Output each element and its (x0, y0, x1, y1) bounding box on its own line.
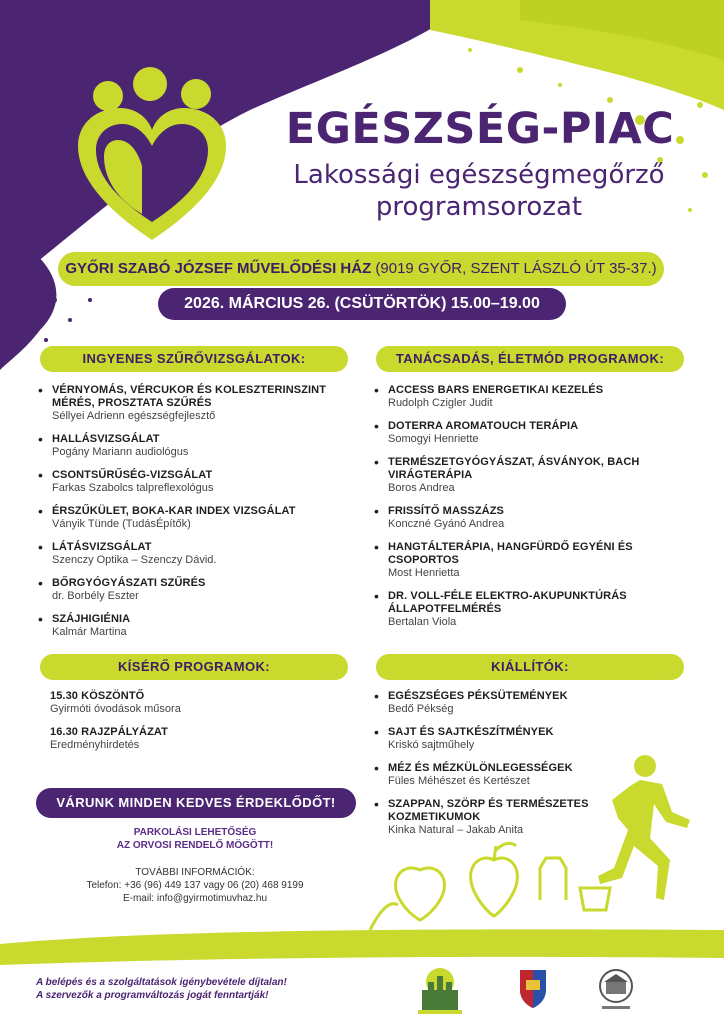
item-provider: Ványik Tünde (TudásÉpítők) (52, 518, 191, 530)
list-item (50, 690, 340, 716)
list-item (372, 505, 672, 531)
item-provider: Szenczy Optika – Szenczy Dávid. (52, 554, 217, 566)
item-name: • SZÁJHIGIÉNIA (52, 613, 131, 625)
item-provider: Kriskó sajtműhely (388, 739, 475, 751)
counseling-heading: TANÁCSADÁS, ÉLETMÓD PROGRAMOK: (376, 346, 684, 372)
item-provider: Rudolph Czigler Judit (388, 397, 493, 409)
list-item (372, 541, 672, 580)
list-item (36, 433, 348, 459)
item-provider: Füles Méhészet és Kertészet (388, 775, 530, 787)
item-provider: Kalmár Martina (52, 626, 127, 638)
item-provider: dr. Borbély Eszter (52, 590, 139, 602)
venue-address: (9019 GYŐR, SZENT LÁSZLÓ ÚT 35-37.) (375, 260, 657, 277)
parking-note (60, 826, 330, 852)
list-item (372, 798, 612, 837)
list-item (372, 690, 612, 716)
item-provider: Farkas Szabolcs talpreflexológus (52, 482, 214, 494)
welcome-banner: VÁRUNK MINDEN KEDVES ÉRDEKLŐDŐT! (36, 788, 356, 818)
item-name: • DOTERRA AROMATOUCH TERÁPIA (388, 420, 579, 432)
info-phone: Telefon: +36 (96) 449 137 vagy 06 (20) 468 9199 (86, 880, 304, 891)
bottom-lime-stroke (0, 929, 724, 965)
heart-logo-icon (78, 67, 226, 240)
item-name: • ÉRSZŰKÜLET, BOKA-KAR INDEX VIZSGÁLAT (52, 505, 296, 517)
info-heading: TOVÁBBI INFORMÁCIÓK: (135, 867, 255, 878)
item-name: 16.30 RAJZPÁLYÁZAT (50, 726, 168, 738)
item-name: • CSONTSŰRŰSÉG-VIZSGÁLAT (52, 469, 213, 481)
item-provider: Gyirmóti óvodások műsora (50, 703, 181, 715)
event-title: EGÉSZSÉG-PIAC (285, 104, 675, 154)
parking-line1: PARKOLÁSI LEHETŐSÉG (133, 827, 257, 838)
item-provider: Pogány Mariann audiológus (52, 446, 189, 458)
event-subtitle-line2: programsorozat (375, 192, 583, 222)
produce-illustration (370, 843, 610, 930)
item-name: • SZAPPAN, SZÖRP ÉS TERMÉSZETES KOZMETIKUMOK (388, 798, 589, 823)
item-provider: Konczné Gyánó Andrea (388, 518, 505, 530)
date-banner: 2026. MÁRCIUS 26. (CSÜTÖRTÖK) 15.00–19.00 (158, 288, 566, 320)
exhibitors-list (372, 690, 612, 847)
list-item (372, 590, 672, 629)
list-item (372, 762, 612, 788)
list-item (372, 384, 672, 410)
castle-logo-icon (414, 966, 466, 1018)
item-provider: Bertalan Viola (388, 616, 457, 628)
venue-name: GYŐRI SZABÓ JÓZSEF MŰVELŐDÉSI HÁZ (65, 260, 372, 277)
item-name: • ACCESS BARS ENERGETIKAI KEZELÉS (388, 384, 604, 396)
list-item (36, 541, 348, 567)
item-provider: Somogyi Henriette (388, 433, 479, 445)
screenings-list (36, 384, 348, 649)
venue-banner (58, 252, 664, 286)
list-item (36, 505, 348, 531)
list-item (36, 577, 348, 603)
exhibitors-heading: KIÁLLÍTÓK: (376, 654, 684, 680)
counseling-list (372, 384, 672, 639)
item-provider: Most Henrietta (388, 567, 460, 579)
list-item (372, 456, 672, 495)
item-name: • SAJT ÉS SAJTKÉSZÍTMÉNYEK (388, 726, 554, 738)
item-name: • HANGTÁLTERÁPIA, HANGFÜRDŐ EGYÉNI ÉS CSOPORTOS (388, 541, 633, 566)
list-item (50, 726, 340, 752)
list-item (372, 420, 672, 446)
list-item (36, 613, 348, 639)
item-name: • VÉRNYOMÁS, VÉRCUKOR ÉS KOLESZTERINSZINT MÉRÉS, PROSZTATA SZŰRÉS (52, 384, 327, 409)
side-programs-list (50, 690, 340, 752)
item-name: • DR. VOLL-FÉLE ELEKTRO-AKUPUNKTÚRÁS ÁLLAPOTFELMÉRÉS (388, 590, 627, 615)
event-subtitle-line1: Lakossági egészségmegőrző (293, 160, 665, 190)
coat-of-arms-icon (516, 966, 550, 1010)
list-item (36, 469, 348, 495)
item-name: 15.30 KÖSZÖNTŐ (50, 690, 145, 702)
item-name: • FRISSÍTŐ MASSZÁZS (388, 505, 504, 517)
item-name: • BŐRGYÓGYÁSZATI SZŰRÉS (52, 577, 206, 589)
list-item (372, 726, 612, 752)
item-name: • EGÉSZSÉGES PÉKSÜTEMÉNYEK (388, 690, 568, 702)
item-name: • TERMÉSZETGYÓGYÁSZAT, ÁSVÁNYOK, BACH VIRÁGTERÁPIA (388, 456, 640, 481)
item-provider: Bedő Pékség (388, 703, 454, 715)
item-provider: Boros Andrea (388, 482, 455, 494)
list-item (36, 384, 348, 423)
gyirmot-logo-icon (596, 968, 636, 1014)
contact-info (40, 866, 350, 905)
footer-note (36, 976, 336, 1002)
screenings-heading: INGYENES SZŰRŐVIZSGÁLATOK: (40, 346, 348, 372)
item-provider: Eredményhirdetés (50, 739, 140, 751)
item-name: • HALLÁSVIZSGÁLAT (52, 433, 160, 445)
item-name: • LÁTÁSVIZSGÁLAT (52, 541, 152, 553)
footer-line1: A belépés és a szolgáltatások igénybevétele díjtalan! (36, 977, 287, 988)
item-provider: Kinka Natural – Jakab Anita (388, 824, 524, 836)
parking-line2: AZ ORVOSI RENDELŐ MÖGÖTT! (116, 840, 274, 851)
item-provider: Séllyei Adrienn egészségfejlesztő (52, 410, 216, 422)
footer-line2: A szervezők a programváltozás jogát fenntartják! (36, 990, 269, 1001)
info-email: E-mail: info@gyirmotimuvhaz.hu (122, 893, 268, 904)
side-programs-heading: KÍSÉRŐ PROGRAMOK: (40, 654, 348, 680)
item-name: • MÉZ ÉS MÉZKÜLÖNLEGESSÉGEK (388, 762, 573, 774)
